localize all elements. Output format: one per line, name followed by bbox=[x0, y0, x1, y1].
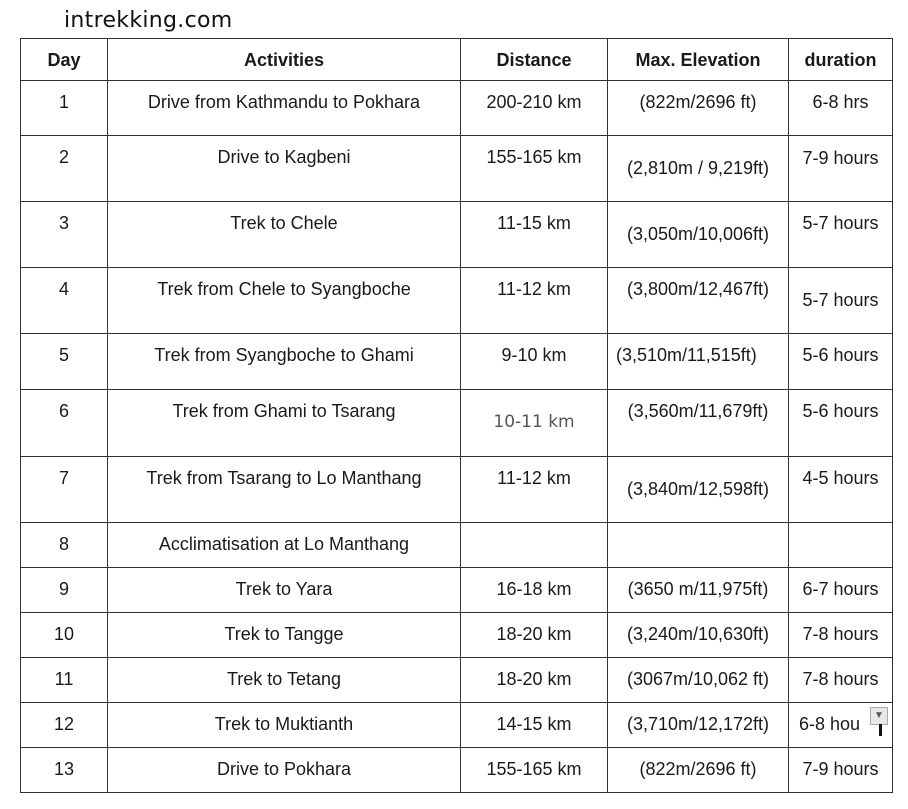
cell-elevation: (3,560m/11,679ft) bbox=[608, 390, 789, 457]
cell-distance: 11-12 km bbox=[461, 457, 608, 523]
table-row bbox=[21, 268, 893, 334]
cell-duration: 7-9 hours bbox=[789, 136, 893, 202]
table-row bbox=[21, 658, 893, 703]
cell-duration: 5-6 hours bbox=[789, 390, 893, 457]
cell-duration: 4-5 hours bbox=[789, 457, 893, 523]
cell-distance: 9-10 km bbox=[461, 334, 608, 390]
cell-activity: Trek to Muktianth bbox=[108, 703, 461, 748]
cell-duration bbox=[789, 523, 893, 568]
cell-distance: 16-18 km bbox=[461, 568, 608, 613]
cell-distance: 200-210 km bbox=[461, 81, 608, 136]
cell-activity: Trek to Yara bbox=[108, 568, 461, 613]
table-row bbox=[21, 457, 893, 523]
cell-activity: Drive to Pokhara bbox=[108, 748, 461, 793]
table-row bbox=[21, 613, 893, 658]
cell-day: 8 bbox=[21, 523, 108, 568]
cell-distance: 18-20 km bbox=[461, 613, 608, 658]
cell-elevation: (3650 m/11,975ft) bbox=[608, 568, 789, 613]
site-name: intrekking.com bbox=[64, 8, 233, 33]
cell-day: 4 bbox=[21, 268, 108, 334]
cell-day: 13 bbox=[21, 748, 108, 793]
cell-day: 10 bbox=[21, 613, 108, 658]
header-duration: duration bbox=[789, 39, 893, 81]
table-row bbox=[21, 202, 893, 268]
cell-day: 11 bbox=[21, 658, 108, 703]
cell-elevation: (822m/2696 ft) bbox=[608, 748, 789, 793]
cell-activity: Drive to Kagbeni bbox=[108, 136, 461, 202]
itinerary-table bbox=[20, 38, 893, 793]
header-activities: Activities bbox=[108, 39, 461, 81]
cell-day: 5 bbox=[21, 334, 108, 390]
cell-elevation: (3,050m/10,006ft) bbox=[608, 202, 789, 268]
cell-activity: Trek from Syangboche to Ghami bbox=[108, 334, 461, 390]
cell-day: 9 bbox=[21, 568, 108, 613]
cell-distance: 14-15 km bbox=[461, 703, 608, 748]
table-row bbox=[21, 136, 893, 202]
table-row bbox=[21, 748, 893, 793]
cell-day: 3 bbox=[21, 202, 108, 268]
cell-activity: Trek to Tetang bbox=[108, 658, 461, 703]
cell-day: 12 bbox=[21, 703, 108, 748]
cell-activity: Trek to Chele bbox=[108, 202, 461, 268]
cell-elevation: (3,840m/12,598ft) bbox=[608, 457, 789, 523]
cell-elevation: (2,810m / 9,219ft) bbox=[608, 136, 789, 202]
cell-distance: 155-165 km bbox=[461, 748, 608, 793]
cell-distance: 11-12 km bbox=[461, 268, 608, 334]
cell-elevation: (3,710m/12,172ft) bbox=[608, 703, 789, 748]
header-row bbox=[21, 39, 893, 81]
cell-activity: Drive from Kathmandu to Pokhara bbox=[108, 81, 461, 136]
header-day: Day bbox=[21, 39, 108, 81]
cell-duration: 5-7 hours bbox=[789, 268, 893, 334]
cell-duration: 6-8 hou bbox=[789, 703, 893, 748]
cell-elevation: (3067m/10,062 ft) bbox=[608, 658, 789, 703]
cell-elevation: (3,510m/11,515ft) bbox=[608, 334, 789, 390]
cell-duration: 5-6 hours bbox=[789, 334, 893, 390]
cell-elevation bbox=[608, 523, 789, 568]
cell-elevation: (822m/2696 ft) bbox=[608, 81, 789, 136]
text-cursor bbox=[879, 724, 882, 736]
table-row bbox=[21, 81, 893, 136]
header-distance: Distance bbox=[461, 39, 608, 81]
table-row bbox=[21, 523, 893, 568]
cell-activity: Trek from Tsarang to Lo Manthang bbox=[108, 457, 461, 523]
cell-activity: Trek from Ghami to Tsarang bbox=[108, 390, 461, 457]
cell-activity: Trek from Chele to Syangboche bbox=[108, 268, 461, 334]
cell-duration: 6-8 hrs bbox=[789, 81, 893, 136]
cell-duration: 7-8 hours bbox=[789, 658, 893, 703]
cell-distance: 10-11 km bbox=[461, 390, 608, 457]
dropdown-arrow-icon[interactable]: ▼ bbox=[870, 707, 888, 725]
cell-distance: 18-20 km bbox=[461, 658, 608, 703]
cell-day: 1 bbox=[21, 81, 108, 136]
cell-day: 2 bbox=[21, 136, 108, 202]
cell-duration: 7-9 hours bbox=[789, 748, 893, 793]
cell-duration: 7-8 hours bbox=[789, 613, 893, 658]
cell-distance: 11-15 km bbox=[461, 202, 608, 268]
cell-duration: 5-7 hours bbox=[789, 202, 893, 268]
cell-distance: 155-165 km bbox=[461, 136, 608, 202]
cell-duration: 6-7 hours bbox=[789, 568, 893, 613]
table-row bbox=[21, 703, 893, 748]
cell-activity: Trek to Tangge bbox=[108, 613, 461, 658]
cell-activity: Acclimatisation at Lo Manthang bbox=[108, 523, 461, 568]
cell-distance bbox=[461, 523, 608, 568]
table-row bbox=[21, 334, 893, 390]
cell-elevation: (3,240m/10,630ft) bbox=[608, 613, 789, 658]
header-elevation: Max. Elevation bbox=[608, 39, 789, 81]
cell-day: 7 bbox=[21, 457, 108, 523]
table-row bbox=[21, 568, 893, 613]
cell-day: 6 bbox=[21, 390, 108, 457]
table-row bbox=[21, 390, 893, 457]
cell-elevation: (3,800m/12,467ft) bbox=[608, 268, 789, 334]
